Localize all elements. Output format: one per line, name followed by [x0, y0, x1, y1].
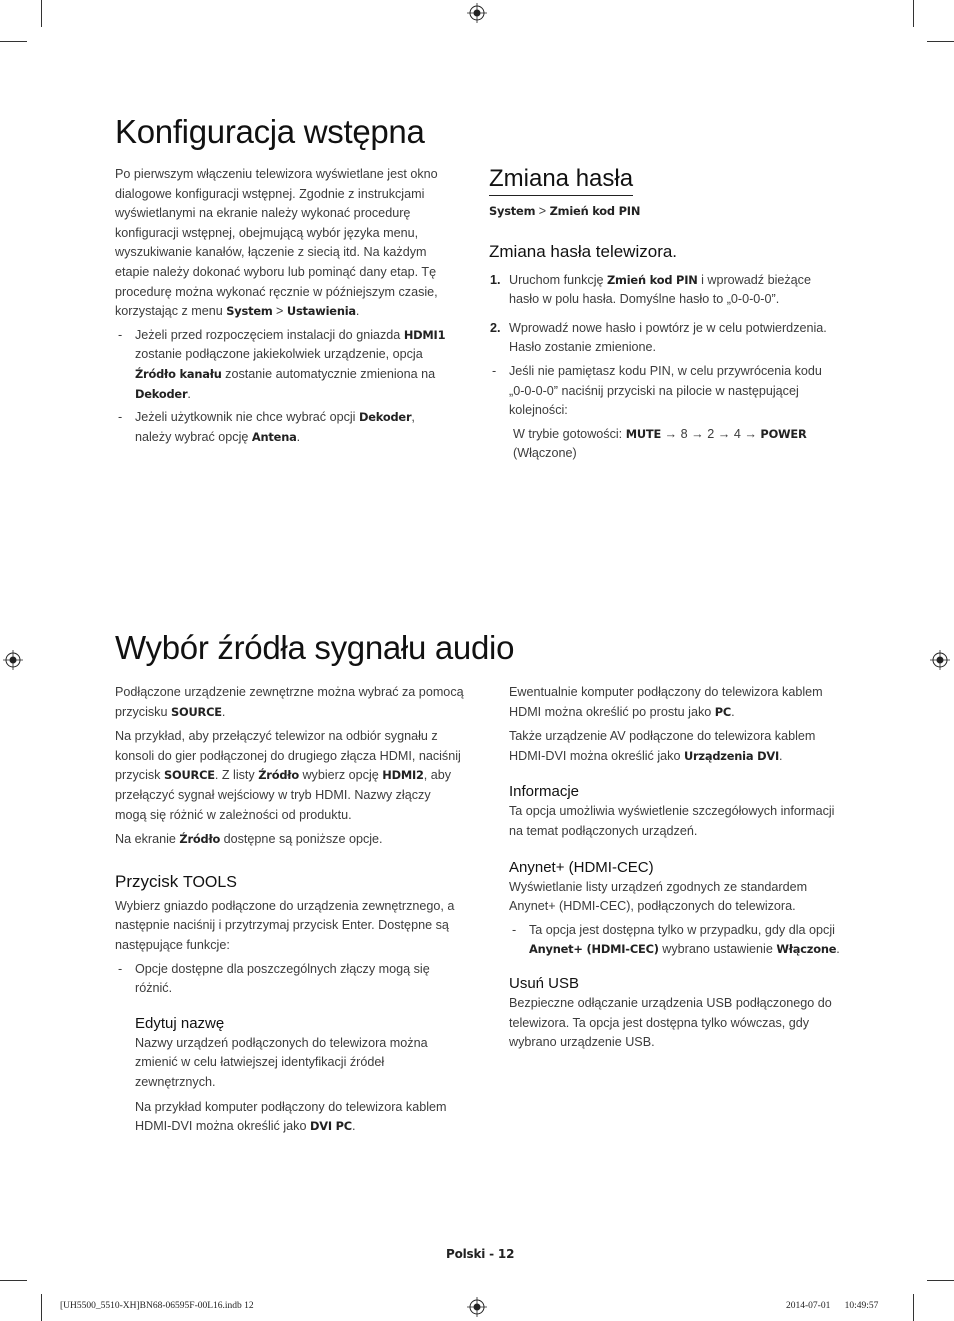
- password-title: Zmiana hasła: [489, 165, 633, 196]
- anynet-note: - Ta opcja jest dostępna tylko w przypadku, gdy dla opcji Anynet+ (HDMI-CEC) wybrano ustawienie Włączone.: [512, 922, 840, 957]
- source-p1: Podłączone urządzenie zewnętrzne można wybrać za pomocą przycisku SOURCE.: [115, 685, 464, 719]
- password-standby-sequence: W trybie gotowości: MUTE → 8 → 2 → 4 → POWER (Włączone): [513, 426, 807, 461]
- anynet-title: Anynet+ (HDMI-CEC): [509, 858, 654, 876]
- footer-timestamp: 2014-07-01 10:49:57: [786, 1301, 879, 1311]
- crop-mark: [913, 0, 914, 27]
- edit-name-p2: Na przykład komputer podłączony do telewizora kablem HDMI-DVI można określić jako DVI PC.: [135, 1099, 447, 1134]
- info-paragraph: Ta opcja umożliwia wyświetlenie szczegółowych informacji na temat podłączonych urządzeń.: [509, 804, 835, 838]
- setup-note-decoder: - Jeżeli użytkownik nie chce wybrać opcji Dekoder, należy wybrać opcję Antena.: [118, 410, 415, 444]
- section-title-setup: Konfiguracja wstępna: [115, 113, 425, 150]
- password-menu-path: System > Zmień kod PIN: [489, 204, 641, 218]
- crop-mark: [41, 1294, 42, 1321]
- setup-note-hdmi: - Jeżeli przed rozpoczęciem instalacji do gniazda HDMI1 zostanie podłączone jakiekolwiek urządzenie, opcja Źródło kanału zostanie automatycznie zmieniona na Dekoder.: [118, 327, 446, 401]
- edit-name-title: Edytuj nazwę: [135, 1014, 225, 1032]
- source-right-column: [509, 683, 844, 1053]
- info-title: Informacje: [509, 783, 580, 801]
- password-step-2: 2. Wprowadź nowe hasło i powtórz je w celu potwierdzenia. Hasło zostanie zmienione.: [490, 320, 827, 355]
- source-left-column: [115, 683, 465, 1137]
- tools-title: Przycisk TOOLS: [115, 871, 237, 891]
- edit-name-p1: Nazwy urządzeń podłączonych do telewizora można zmienić w celu łatwiejszej identyfikacji źródeł zewnętrznych.: [135, 1035, 428, 1089]
- tools-paragraph: Wybierz gniazdo podłączone do urządzenia zewnętrznego, a następnie naciśnij i przytrzymaj przycisk Enter. Dostępne są następujące funkcje:: [115, 898, 455, 952]
- setup-column: [115, 165, 450, 447]
- usb-title: Usuń USB: [509, 974, 580, 992]
- registration-mark-icon: [467, 1297, 487, 1317]
- source-p3: Na ekranie Źródło dostępne są poniższe opcje.: [115, 832, 383, 847]
- password-subtitle: Zmiana hasła telewizora.: [489, 241, 678, 261]
- tools-note: - Opcje dostępne dla poszczególnych złączy mogą się różnić.: [118, 961, 430, 996]
- section-title-source: Wybór źródła sygnału audio: [115, 629, 515, 666]
- right-p1: Ewentualnie komputer podłączony do telewizora kablem HDMI można określić po prostu jako PC.: [509, 685, 823, 719]
- crop-mark: [927, 41, 954, 42]
- password-note: - Jeśli nie pamiętasz kodu PIN, w celu przywrócenia kodu „0-0-0-0” naciśnij przyciski na pilocie w następującej kolejności: W trybie gotowości: MUTE → 8 → 2 → 4 → POWER (Włączone): [509, 362, 839, 464]
- crop-mark: [913, 1294, 914, 1321]
- usb-paragraph: Bezpieczne odłączanie urządzenia USB podłączonego do telewizora. Ta opcja jest dostępna tylko wówczas, gdy wybrano urządzenie USB.: [509, 995, 832, 1050]
- password-column: [489, 165, 839, 464]
- anynet-paragraph: Wyświetlanie listy urządzeń zgodnych ze standardem Anynet+ (HDMI-CEC), podłączonych do telewizora.: [509, 879, 808, 914]
- registration-mark-icon: [3, 650, 23, 670]
- crop-mark: [41, 0, 42, 27]
- password-step-1: 1. Uruchom funkcję Zmień kod PIN i wprowadź bieżące hasło w polu hasła. Domyślne hasło to „0-0-0-0”.: [490, 272, 811, 307]
- crop-mark: [0, 41, 27, 42]
- registration-mark-icon: [467, 3, 487, 23]
- setup-intro: Po pierwszym włączeniu telewizora wyświetlane jest okno dialogowe konfiguracji wstępnej. Zgodnie z instrukcjami wyświetlanymi na ekranie należy wykonać procedurę konfiguracji wstępnej, obejmującą wybór języka menu, wyszukiwanie kanałów, łączenie z siecią itd. Na każdym etapie należy dokonać wyboru lub pominąć dany etap. Tę procedurę można wykonać ręcznie w późniejszym czasie, korzystając z menu System > Ustawienia.: [115, 167, 438, 319]
- source-p2: Na przykład, aby przełączyć telewizor na odbiór sygnału z konsoli do gier podłączonej do drugiego złącza HDMI, naciśnij przycisk SOURCE. Z listy Źródło wybierz opcję HDMI2, aby przełączyć sygnał wejściowy w tryb HDMI. Nazwy złączy mogą się różnić w zależności od produktu.: [115, 729, 461, 822]
- right-p2: Także urządzenie AV podłączone do telewizora kablem HDMI-DVI można określić jako Urządzenia DVI.: [509, 729, 816, 763]
- crop-mark: [927, 1280, 954, 1281]
- crop-mark: [0, 1280, 27, 1281]
- page-number: Polski - 12: [446, 1247, 515, 1261]
- edit-name-block: [135, 1015, 465, 1137]
- footer-filename: [UH5500_5510-XH]BN68-06595F-00L16.indb 12: [60, 1301, 254, 1311]
- registration-mark-icon: [930, 650, 950, 670]
